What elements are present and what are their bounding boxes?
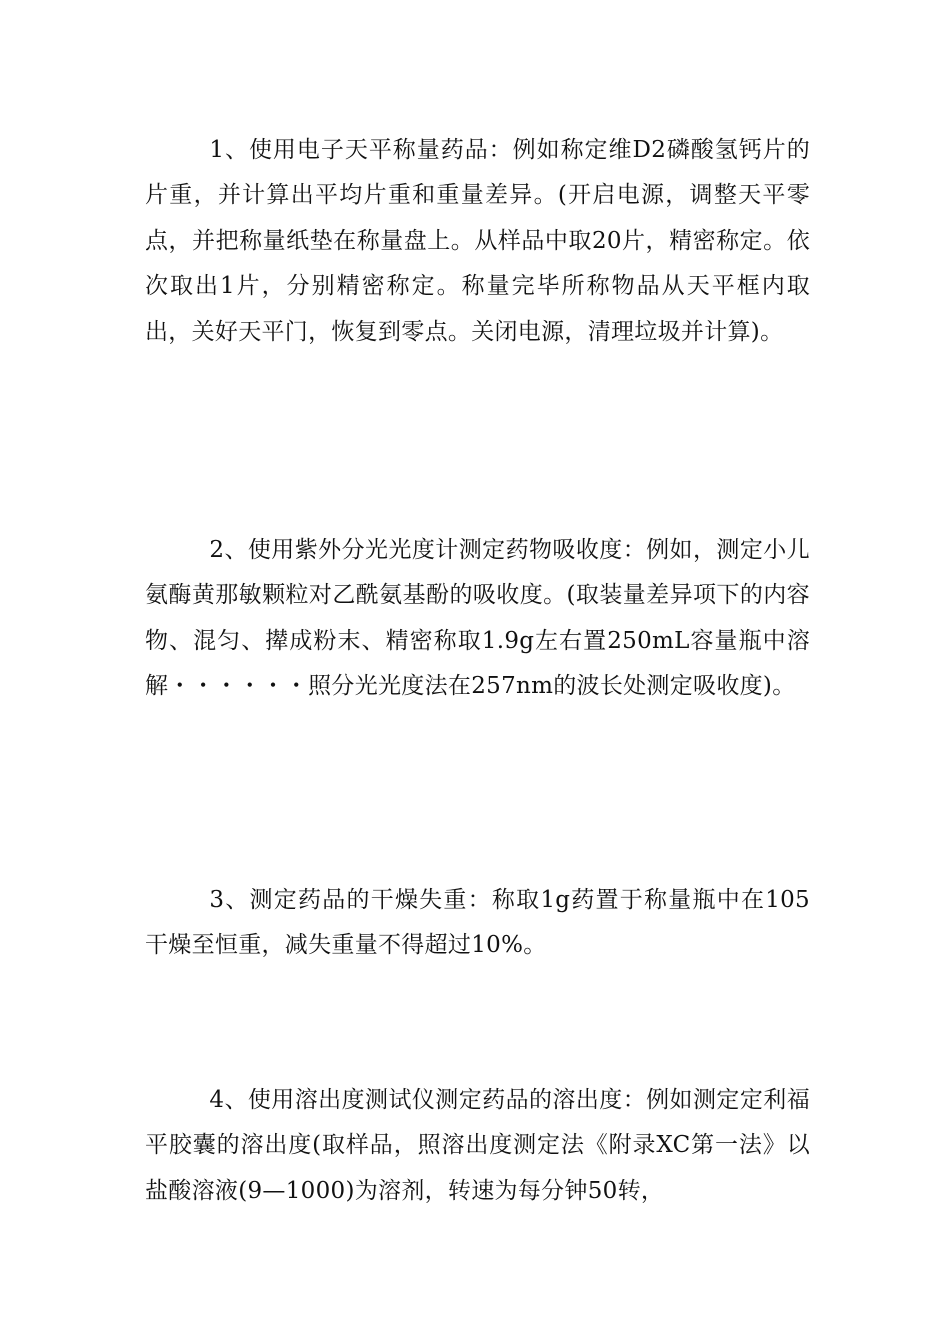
paragraph-4: 4、使用溶出度测试仪测定药品的溶出度：例如测定定利福平胶囊的溶出度(取样品，照溶出度测定法《附录XC第一法》以盐酸溶液(9—1000)为溶剂，转速为每分钟50转， [145, 1087, 810, 1204]
paragraph-1: 1、使用电子天平称量药品：例如称定维D2磷酸氢钙片的片重，并计算出平均片重和重量差异。(开启电源，调整天平零点，并把称量纸垫在称量盘上。从样品中取20片，精密称定。依次取出1片，分别精密称定。称量完毕所称物品从天平框内取出，关好天平门，恢复到零点。关闭电源，清理垃圾并计算)。 [145, 137, 810, 345]
paragraph-2: 2、使用紫外分光光度计测定药物吸收度：例如，测定小儿氨酶黄那敏颗粒对乙酰氨基酚的吸收度。(取装量差异项下的内容物、混匀、撵成粉末、精密称取1.9g左右置250mL容量瓶中溶解・・・・・・照分光光度法在257nm的波长处测定吸收度)。 [145, 537, 810, 700]
paragraph-3: 3、测定药品的干燥失重：称取1g药置于称量瓶中在105 干燥至恒重，减失重量不得超过10%。 [145, 887, 810, 959]
